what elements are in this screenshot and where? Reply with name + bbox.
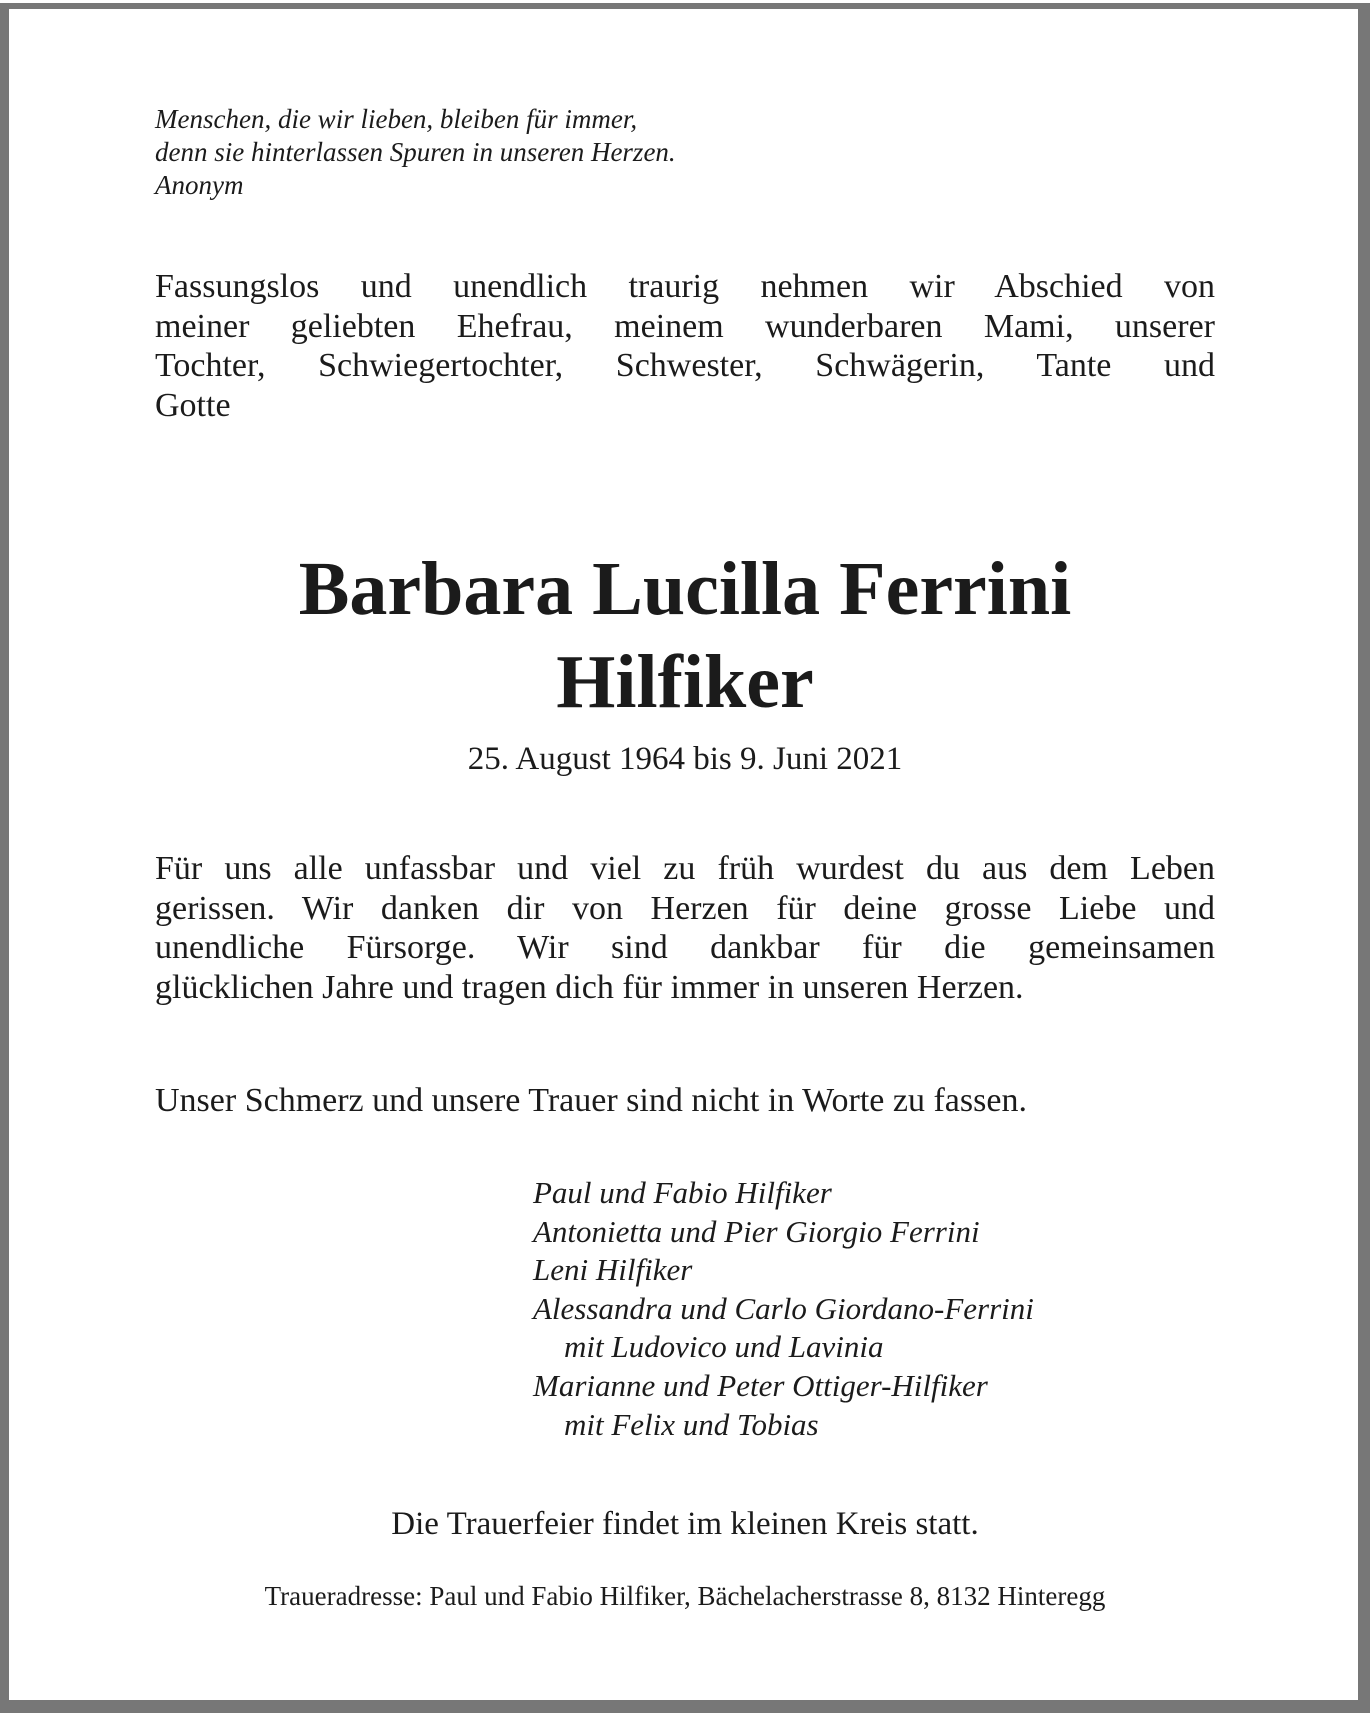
text-line: unendliche Fürsorge. Wir sind dankbar für die gemeinsamen bbox=[155, 929, 1215, 966]
deceased-name-heading bbox=[155, 543, 1215, 729]
text-line: Leni Hilfiker bbox=[533, 1252, 693, 1288]
text-line: Fassungslos und unendlich traurig nehmen wir Abschied von bbox=[155, 268, 1215, 305]
text-line: Barbara Lucilla Ferrini bbox=[298, 547, 1072, 631]
text-line: denn sie hinterlassen Spuren in unseren Herzen. bbox=[155, 137, 676, 167]
life-dates: 25. August 1964 bis 9. Juni 2021 bbox=[467, 741, 903, 777]
mourners-list bbox=[533, 1174, 1215, 1444]
ceremony-note: Die Trauerfeier findet im kleinen Kreis statt. bbox=[391, 1506, 979, 1543]
text-line: Marianne und Peter Ottiger-Hilfiker bbox=[533, 1367, 988, 1403]
text-line: gerissen. Wir danken dir von Herzen für deine grosse Liebe und bbox=[155, 889, 1215, 927]
text-line: Tochter, Schwiegertochter, Schwester, Schwägerin, Tante und bbox=[155, 347, 1215, 384]
grief-statement: Unser Schmerz und unsere Trauer sind nicht in Worte zu fassen. bbox=[155, 1082, 1027, 1119]
text-line: Gotte bbox=[155, 386, 231, 424]
text-line: Hilfiker bbox=[556, 640, 814, 724]
mourning-address: Traueradresse: Paul und Fabio Hilfiker, Bächelacherstrasse 8, 8132 Hinteregg bbox=[264, 1581, 1106, 1612]
quote-attribution: Anonym bbox=[155, 170, 244, 200]
tribute-paragraph bbox=[155, 849, 1215, 1007]
intro-paragraph bbox=[155, 267, 1215, 425]
obituary-content bbox=[9, 9, 1358, 1700]
text-line: Paul und Fabio Hilfiker bbox=[533, 1175, 832, 1210]
text-line: Menschen, die wir lieben, bleiben für immer, bbox=[155, 104, 638, 134]
text-line: meiner geliebten Ehefrau, meinem wunderbaren Mami, unserer bbox=[155, 307, 1215, 345]
text-line: mit Felix und Tobias bbox=[533, 1406, 819, 1442]
text-line: mit Ludovico und Lavinia bbox=[533, 1329, 884, 1365]
text-line: Für uns alle unfassbar und viel zu früh wurdest du aus dem Leben bbox=[155, 850, 1215, 887]
text-line: Alessandra und Carlo Giordano-Ferrini bbox=[533, 1290, 1034, 1326]
opening-quote bbox=[155, 103, 1215, 169]
text-line: Antonietta und Pier Giorgio Ferrini bbox=[533, 1213, 980, 1249]
text-line: glücklichen Jahre und tragen dich für immer in unseren Herzen. bbox=[155, 968, 1024, 1006]
